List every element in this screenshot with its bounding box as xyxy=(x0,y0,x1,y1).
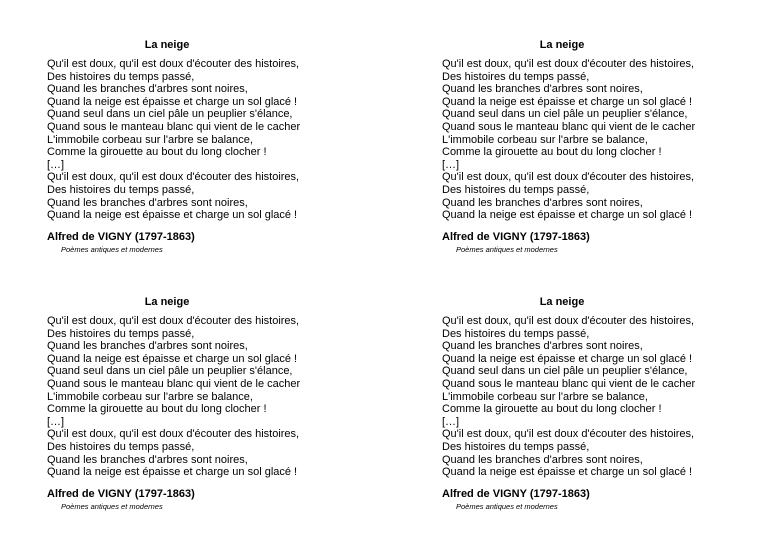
poem-verse: Quand la neige est épaisse et charge un sol glacé ! xyxy=(442,352,693,365)
poem-verse: Quand la neige est épaisse et charge un sol glacé ! xyxy=(442,466,693,479)
poem-verse: […] xyxy=(47,415,65,428)
poem-verse: Qu'il est doux, qu'il est doux d'écouter des histoires, xyxy=(442,428,695,441)
poem-verses xyxy=(442,315,695,479)
poem-title: La neige xyxy=(144,39,190,51)
poem-verse: Qu'il est doux, qu'il est doux d'écouter des histoires, xyxy=(47,171,300,184)
poem-verse: Quand seul dans un ciel pâle un peuplier s'élance, xyxy=(442,108,688,121)
poem-verse: Comme la girouette au bout du long clocher ! xyxy=(47,403,267,416)
poem-verse: L'immobile corbeau sur l'arbre se balance, xyxy=(442,133,648,146)
poem-verse: Comme la girouette au bout du long clocher ! xyxy=(442,146,662,159)
poem-verse: Quand la neige est épaisse et charge un sol glacé ! xyxy=(47,352,298,365)
poem-verses xyxy=(47,58,300,222)
poem-verse: […] xyxy=(442,158,460,171)
poem-verse: Comme la girouette au bout du long clocher ! xyxy=(442,403,662,416)
poem-verse: Quand les branches d'arbres sont noires, xyxy=(47,83,248,96)
poem-title: La neige xyxy=(539,296,585,308)
poem-verse: Des histoires du temps passé, xyxy=(47,440,195,453)
poem-verse: L'immobile corbeau sur l'arbre se balance, xyxy=(442,390,648,403)
poem-verse: Quand les branches d'arbres sont noires, xyxy=(442,340,643,353)
poem-verse: L'immobile corbeau sur l'arbre se balance, xyxy=(47,390,253,403)
poem-source: Poèmes antiques et modernes xyxy=(456,502,558,511)
poem-verse: Quand les branches d'arbres sont noires, xyxy=(47,340,248,353)
poem-verse: Des histoires du temps passé, xyxy=(442,440,590,453)
poem-verse: Quand sous le manteau blanc qui vient de le cacher xyxy=(442,120,696,133)
poem-verse: Quand la neige est épaisse et charge un sol glacé ! xyxy=(47,95,298,108)
poem-verse: Qu'il est doux, qu'il est doux d'écouter des histoires, xyxy=(442,58,695,70)
poem-verses xyxy=(47,315,300,479)
poem-verse: Quand les branches d'arbres sont noires, xyxy=(442,196,643,209)
poem-verse: Comme la girouette au bout du long clocher ! xyxy=(47,146,267,159)
poem-verse: Quand sous le manteau blanc qui vient de le cacher xyxy=(442,377,696,390)
poem-verse: Des histoires du temps passé, xyxy=(442,327,590,340)
poem-verse: Qu'il est doux, qu'il est doux d'écouter des histoires, xyxy=(47,58,300,70)
poem-verse: Quand la neige est épaisse et charge un sol glacé ! xyxy=(442,95,693,108)
poem-verse: Quand les branches d'arbres sont noires, xyxy=(442,83,643,96)
poem-verse: […] xyxy=(47,158,65,171)
poem-verse: Quand sous le manteau blanc qui vient de le cacher xyxy=(47,120,301,133)
poem-verse: Quand seul dans un ciel pâle un peuplier s'élance, xyxy=(47,108,293,121)
poem-verse: Des histoires du temps passé, xyxy=(442,70,590,83)
poem-author: Alfred de VIGNY (1797-1863) xyxy=(442,231,590,243)
poem-verse: Quand sous le manteau blanc qui vient de le cacher xyxy=(47,377,301,390)
poem-verse: Qu'il est doux, qu'il est doux d'écouter des histoires, xyxy=(47,428,300,441)
poem-source: Poèmes antiques et modernes xyxy=(61,245,163,254)
poem-verse: Qu'il est doux, qu'il est doux d'écouter des histoires, xyxy=(442,171,695,184)
poem-title: La neige xyxy=(144,296,190,308)
poem-verse: Quand seul dans un ciel pâle un peuplier s'élance, xyxy=(442,365,688,378)
poem-verse: Des histoires du temps passé, xyxy=(47,183,195,196)
poem-verse: Des histoires du temps passé, xyxy=(47,327,195,340)
poem-verse: Quand la neige est épaisse et charge un sol glacé ! xyxy=(442,209,693,222)
poem-verse: Quand les branches d'arbres sont noires, xyxy=(47,196,248,209)
poem-verse: Quand seul dans un ciel pâle un peuplier s'élance, xyxy=(47,365,293,378)
poem-verse: Quand la neige est épaisse et charge un sol glacé ! xyxy=(47,466,298,479)
poem-verse: Des histoires du temps passé, xyxy=(47,70,195,83)
poem-verse: Des histoires du temps passé, xyxy=(442,183,590,196)
poem-verse: […] xyxy=(442,415,460,428)
poem-author: Alfred de VIGNY (1797-1863) xyxy=(47,488,195,500)
poem-verses xyxy=(442,58,695,222)
poem-verse: Quand les branches d'arbres sont noires, xyxy=(47,453,248,466)
poem-verse: Quand la neige est épaisse et charge un sol glacé ! xyxy=(47,209,298,222)
poem-title: La neige xyxy=(539,39,585,51)
poem-verse: L'immobile corbeau sur l'arbre se balance, xyxy=(47,133,253,146)
poem-verse: Qu'il est doux, qu'il est doux d'écouter des histoires, xyxy=(442,315,695,327)
poem-source: Poèmes antiques et modernes xyxy=(456,245,558,254)
poem-author: Alfred de VIGNY (1797-1863) xyxy=(47,231,195,243)
poem-verse: Quand les branches d'arbres sont noires, xyxy=(442,453,643,466)
poem-author: Alfred de VIGNY (1797-1863) xyxy=(442,488,590,500)
poem-verse: Qu'il est doux, qu'il est doux d'écouter des histoires, xyxy=(47,315,300,327)
poem-source: Poèmes antiques et modernes xyxy=(61,502,163,511)
